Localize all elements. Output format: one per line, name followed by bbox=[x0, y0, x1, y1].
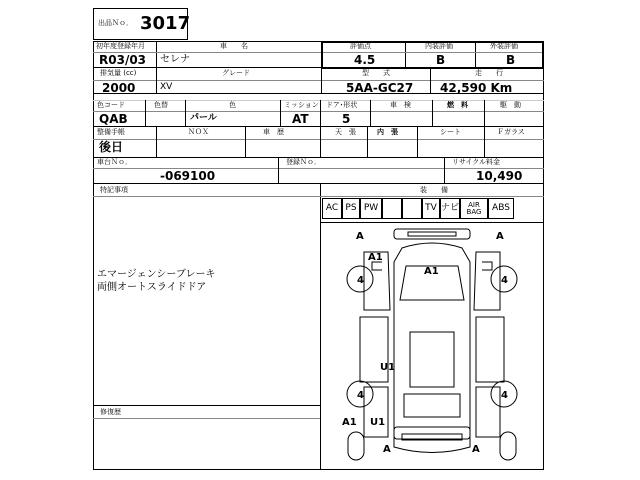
notes-label: 特記事項 bbox=[100, 186, 128, 194]
color-value: パール bbox=[190, 113, 217, 123]
equipment-item: AIR BAG bbox=[460, 198, 488, 219]
inspection-label: 車 検 bbox=[390, 101, 411, 109]
hood-mark: A1 bbox=[424, 266, 439, 277]
front-right-tire-mark: 4 bbox=[501, 275, 508, 286]
nox-label: ＮＯＸ bbox=[188, 128, 209, 136]
exterior-value: B bbox=[506, 53, 516, 67]
transmission-value: AT bbox=[292, 112, 309, 126]
score-value: 4.5 bbox=[354, 53, 376, 67]
equipment-item: TV bbox=[422, 198, 440, 219]
equipment-item bbox=[402, 198, 422, 219]
rear-left-bumper-mark: A bbox=[383, 444, 391, 455]
exterior-label: 外装評価 bbox=[490, 42, 518, 50]
interior-label: 内装評価 bbox=[425, 42, 453, 50]
fuel-label: 燃 料 bbox=[447, 101, 468, 109]
lot-number: 3017 bbox=[140, 13, 191, 34]
color-code-value: QAB bbox=[99, 112, 128, 126]
reg-no-label: 登録Ｎｏ． bbox=[286, 158, 321, 166]
equipment-label: 装 備 bbox=[420, 186, 448, 194]
manual-value: 後日 bbox=[99, 140, 124, 154]
history-label: 車 歴 bbox=[263, 128, 284, 136]
car-name-value: セレナ bbox=[160, 54, 190, 65]
front-left-fender-mark: A1 bbox=[368, 252, 383, 263]
car-name-label: 車 名 bbox=[220, 42, 248, 50]
equipment-item: PS bbox=[342, 198, 360, 219]
front-right-corner-mark: A bbox=[496, 231, 504, 242]
displacement-value: 2000 bbox=[102, 81, 136, 95]
equipment-item: PW bbox=[360, 198, 382, 219]
doors-label: ドア･形状 bbox=[326, 101, 358, 109]
first-reg-value: R03/03 bbox=[99, 53, 147, 67]
model-value: 5AA-GC27 bbox=[346, 81, 414, 95]
equipment-item bbox=[382, 198, 402, 219]
ceiling-label: 天 張 bbox=[335, 128, 356, 136]
recycle-value: 10,490 bbox=[476, 169, 523, 183]
color-type-label: 色替 bbox=[154, 101, 168, 109]
equipment-item: ナビ bbox=[440, 198, 460, 219]
rear-left-quarter-2-mark: U1 bbox=[370, 417, 386, 428]
color-code-label: 色コード bbox=[97, 101, 125, 109]
lot-number-box bbox=[93, 8, 191, 40]
chassis-label: 車台Ｎｏ． bbox=[97, 158, 132, 166]
notes-line-2: 両側オートスライドドア bbox=[97, 282, 207, 293]
score-label: 評価点 bbox=[350, 42, 371, 50]
evaluation-box bbox=[321, 41, 544, 69]
front-left-corner-mark: A bbox=[356, 231, 364, 242]
rear-left-quarter-mark: A1 bbox=[342, 417, 357, 428]
equipment-item: ABS bbox=[488, 198, 514, 219]
manual-label: 整備手帳 bbox=[97, 128, 125, 136]
doors-value: 5 bbox=[342, 112, 351, 126]
mileage-value: 42,590 Km bbox=[440, 81, 513, 95]
rear-left-tire-mark: 4 bbox=[357, 390, 364, 401]
equipment-row bbox=[320, 196, 544, 222]
rear-right-tire-mark: 4 bbox=[501, 390, 508, 401]
chassis-value: -069100 bbox=[160, 169, 216, 183]
color-label: 色 bbox=[229, 101, 236, 109]
lot-number-label: 出品Ｎｏ． bbox=[98, 19, 133, 27]
displacement-label: 排気量 (cc) bbox=[100, 69, 137, 77]
notes-line-1: エマージェンシーブレーキ bbox=[97, 269, 216, 280]
upholstery-label: 内 張 bbox=[377, 128, 398, 136]
drive-label: 駆 動 bbox=[500, 101, 521, 109]
grade-label: グレード bbox=[222, 69, 250, 77]
interior-value: B bbox=[436, 53, 446, 67]
transmission-label: ミッション bbox=[284, 101, 319, 109]
seat-label: シート bbox=[440, 128, 461, 136]
front-left-tire-mark: 4 bbox=[357, 275, 364, 286]
model-label: 型 式 bbox=[362, 69, 390, 77]
mileage-label: 走 行 bbox=[475, 69, 503, 77]
left-rear-door-mark: U1 bbox=[380, 362, 396, 373]
repair-history-label: 修復歴 bbox=[100, 408, 121, 416]
rear-right-bumper-mark: A bbox=[472, 444, 480, 455]
glass-label: Ｆガラス bbox=[497, 128, 525, 136]
first-reg-label: 初年度登録年月 bbox=[96, 42, 145, 50]
car-diagram bbox=[320, 222, 544, 470]
equipment-item: AC bbox=[322, 198, 342, 219]
grade-value: XV bbox=[160, 82, 173, 92]
recycle-label: リサイクル料金 bbox=[452, 158, 501, 166]
